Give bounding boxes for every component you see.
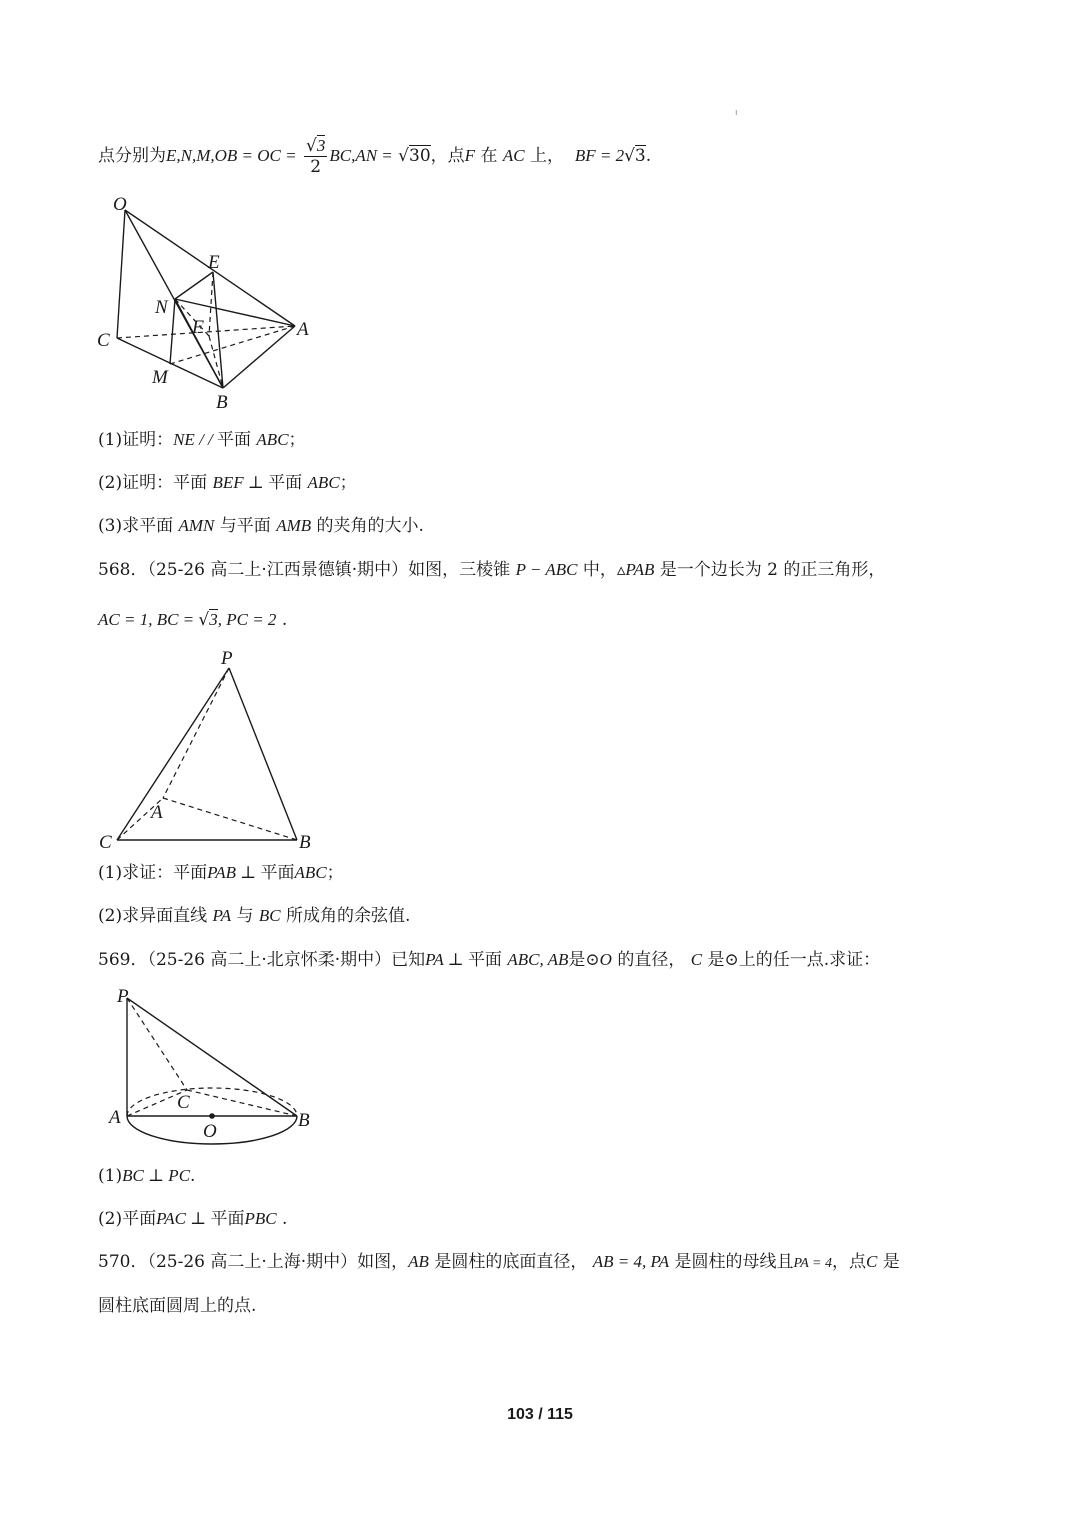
p569-q2-pac: PAC ⊥ — [156, 1209, 211, 1228]
p569-q1-text: (1) — [98, 1166, 123, 1186]
p568-pabc: P − ABC — [515, 560, 578, 579]
label-A: A — [151, 802, 163, 823]
edge-OC — [117, 210, 125, 338]
p570-source: （25-26 高二上·上海·期中）如图， — [147, 1252, 409, 1272]
label-C: C — [99, 832, 112, 853]
page-number: 103 / 115 — [507, 1406, 573, 1423]
p567-mid: ，点 — [430, 146, 465, 166]
label-F: F — [192, 317, 204, 338]
label-A: A — [297, 319, 309, 340]
p567-q3-mid: 与平面 — [219, 516, 271, 536]
label-N: N — [155, 297, 168, 318]
p567-q1 — [98, 428, 306, 452]
p567-statement: 点分别为E,N,M,OB = OC = $\frac{√3}{2}$ BC,AN = √30，点F 在 AC 上， BF = 2√3. — [98, 136, 652, 177]
label-A: A — [109, 1107, 121, 1128]
p568-sqrt3: 3 — [209, 610, 218, 629]
p567-frac-num: 3 — [316, 136, 326, 155]
p569-q1-math: BC ⊥ PC — [122, 1166, 191, 1185]
p568-q2-pa: PA — [212, 906, 232, 925]
edge-PA — [163, 668, 229, 798]
p567-sqrt30: 30 — [409, 146, 431, 166]
p567-q2-text: (2)证明：平面 — [98, 473, 208, 493]
label-B: B — [299, 832, 311, 853]
p568-source: （25-26 高二上·江西景德镇·期中）如图，三棱锥 — [147, 560, 511, 580]
p570-desc1: 是圆柱的底面直径， — [434, 1252, 588, 1272]
p569-number: 569． — [98, 950, 148, 970]
p568-number: 568． — [98, 560, 148, 580]
p568-q1-tail: 平面 — [260, 863, 295, 883]
p569-figure — [95, 980, 325, 1145]
label-O: O — [113, 194, 127, 215]
label-E: E — [208, 252, 220, 273]
p568-statement — [98, 558, 885, 582]
p568-tri: ▵PAB — [616, 560, 655, 579]
p567-q2-abc: ABC — [307, 473, 340, 492]
label-P: P — [221, 648, 233, 669]
p568-q1-end: ； — [326, 863, 344, 883]
p568-q2-bc: BC — [258, 906, 281, 925]
p567-lead: 点分别为 — [98, 146, 166, 166]
p568-conditions: AC = 1, BC = √3, PC = 2 . — [98, 610, 288, 630]
label-O: O — [203, 1121, 217, 1142]
p567-q1-math: NE / / — [173, 430, 218, 449]
p567-AC: AC — [502, 146, 525, 165]
p570-desc4: 是 — [882, 1252, 900, 1272]
p567-q1-abc: ABC — [256, 430, 289, 449]
p568-line2a: AC = 1, BC = — [98, 610, 199, 629]
p568-q2-mid: 与 — [236, 906, 254, 926]
p569-is: 是 — [568, 950, 586, 970]
edge-PB — [127, 998, 297, 1116]
label-C: C — [97, 330, 110, 351]
edge-EB — [213, 272, 223, 388]
p567-q3-amb: AMB — [276, 516, 312, 535]
p567-q1-end: ； — [288, 430, 306, 450]
p567-q1-tail: 平面 — [217, 430, 252, 450]
p568-q1-math: PAB ⊥ — [207, 863, 261, 882]
label-P: P — [117, 986, 129, 1007]
p569-q1 — [98, 1164, 195, 1188]
p567-q2-bef: BEF ⊥ — [212, 473, 269, 492]
edge-CB — [187, 1090, 297, 1116]
label-C: C — [177, 1092, 190, 1113]
edge-AB — [163, 798, 297, 840]
p567-q2-end: ； — [339, 473, 357, 493]
edge-PC — [117, 668, 229, 840]
p568-q2-text: (2)求异面直线 — [98, 906, 208, 926]
p568-q1-text: (1)求证：平面 — [98, 863, 208, 883]
p569-source: （25-26 高二上·北京怀柔·期中）已知 — [147, 950, 426, 970]
p569-q1-end: . — [190, 1166, 196, 1186]
edge-MA — [170, 326, 295, 364]
circle-back-arc — [127, 1088, 297, 1116]
label-M: M — [152, 367, 168, 388]
p569-q2 — [98, 1207, 287, 1231]
p567-F: F — [464, 146, 476, 165]
p567-end: . — [645, 146, 652, 166]
p569-diam: 的直径， — [617, 950, 686, 970]
p567-q2-tail: 平面 — [268, 473, 303, 493]
edge-NM — [170, 299, 175, 364]
p569-tail: 上的任一点.求证： — [738, 950, 881, 970]
p568-figure — [95, 648, 325, 856]
p568-q2-end: 所成角的余弦值. — [286, 906, 411, 926]
p570-pa4: PA = 4 — [793, 1256, 832, 1271]
p567-q3-text: (3)求平面 — [98, 516, 174, 536]
p568-line2b: , PC = 2 — [217, 610, 277, 629]
p570-number: 570． — [98, 1252, 148, 1272]
p569-circ: ⊙O — [585, 950, 612, 969]
p569-abc: ABC, AB — [507, 950, 569, 969]
p567-q3-amn: AMN — [178, 516, 215, 535]
p569-q2-tail: 平面 — [210, 1209, 245, 1229]
p568-q1-abc: ABC — [294, 863, 327, 882]
p568-q1 — [98, 861, 344, 885]
p570-c: C — [866, 1252, 878, 1271]
p567-on: 上， — [530, 146, 565, 166]
edge-AB — [223, 326, 295, 388]
p567-q3-end: 的夹角的大小. — [316, 516, 424, 536]
edge-PB — [229, 668, 297, 840]
p570-desc3: ，点 — [832, 1252, 866, 1272]
p569-circ2: ⊙ — [724, 950, 739, 970]
p567-BF: BF = 2 — [574, 146, 625, 165]
top-mark: ı — [735, 108, 738, 118]
p567-q2 — [98, 471, 357, 495]
p569-is2: 是 — [707, 950, 725, 970]
p567-figure — [95, 190, 335, 413]
p570-ab: AB — [408, 1252, 429, 1271]
center-dot — [209, 1113, 215, 1119]
p569-pa: PA ⊥ — [425, 950, 468, 969]
p567-sqrt3: 3 — [634, 146, 646, 166]
p567-fraction: $\frac{√3}{2}$ — [306, 136, 326, 177]
p570-line2: 圆柱底面圆周上的点. — [98, 1296, 257, 1316]
p568-line2end: . — [281, 610, 288, 630]
p569-q2-end: . — [282, 1209, 288, 1229]
p568-desc: 是一个边长为 2 的正三角形， — [659, 560, 886, 580]
edge-NE — [175, 272, 213, 299]
p567-vars2: BC,AN = — [329, 146, 393, 165]
p570-desc2: 是圆柱的母线且 — [674, 1252, 794, 1272]
p569-statement — [98, 948, 880, 972]
edge-PC — [127, 998, 187, 1090]
label-B: B — [216, 392, 228, 413]
p568-mid: 中， — [582, 560, 617, 580]
p568-q2 — [98, 904, 410, 928]
p567-q1-text: (1)证明： — [98, 430, 174, 450]
p569-plane: 平面 — [467, 950, 502, 970]
p569-c: C — [690, 950, 703, 969]
p569-q2-text: (2)平面 — [98, 1209, 157, 1229]
p570-ab4: AB = 4, PA — [592, 1252, 670, 1271]
p569-q2-pbc: PBC — [244, 1209, 277, 1228]
p567-frac-den: 2 — [310, 157, 322, 177]
edge-EF — [209, 272, 213, 336]
p567-q3 — [98, 514, 424, 538]
label-B: B — [298, 1110, 310, 1131]
p567-in: 在 — [480, 146, 498, 166]
p567-vars1: E,N,M,OB = OC = — [166, 146, 297, 165]
p570-statement — [98, 1250, 900, 1276]
